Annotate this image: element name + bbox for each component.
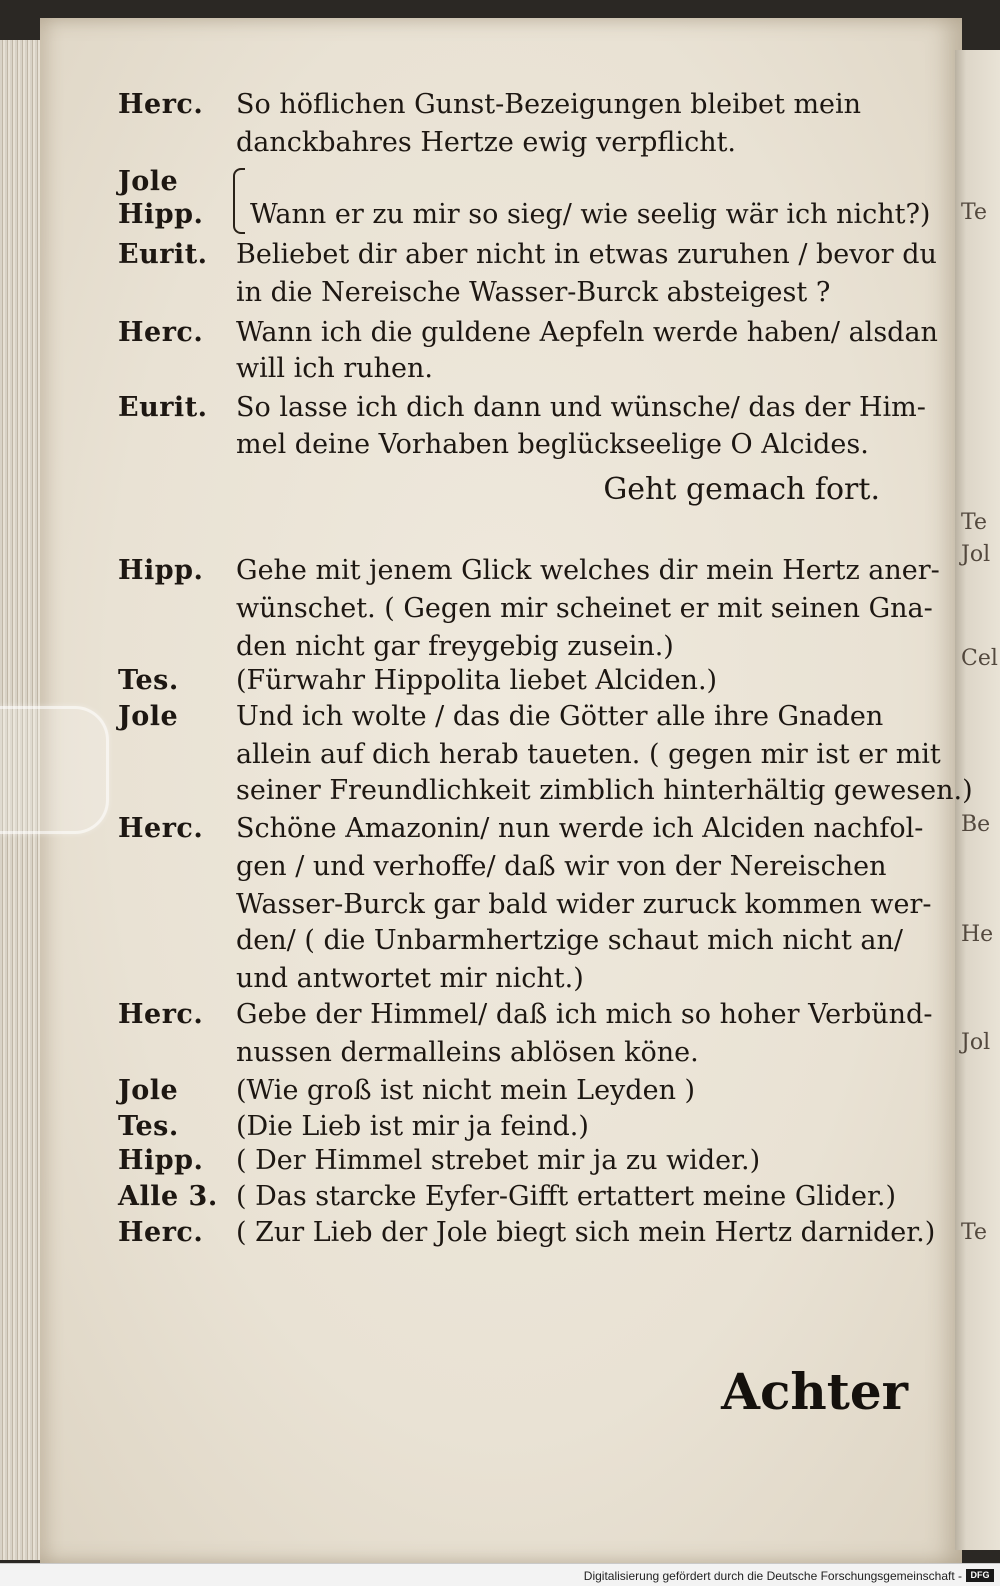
speaker-name: Herc.: [118, 1217, 204, 1248]
speaker-name: Hipp.: [118, 555, 204, 586]
dialogue-line: [118, 810, 928, 848]
speaker-name: Jole: [118, 701, 179, 732]
dialogue-line: [118, 236, 937, 274]
line-text: Und ich wolte / das die Götter alle ihre Gnaden: [236, 701, 884, 732]
dialogue-line: [118, 196, 931, 234]
dialogue-line: [118, 1142, 928, 1180]
line-text: allein auf dich herab taueten. ( gegen mir ist er mit: [236, 739, 941, 770]
speaker-name: Eurit.: [118, 392, 208, 423]
adjacent-fragment: He: [961, 922, 994, 947]
speaker-name: Jole: [118, 1075, 179, 1106]
line-text: den nicht gar freygebig zusein.): [236, 631, 674, 662]
dialogue-line: [118, 274, 928, 312]
dialogue-line: [118, 662, 928, 700]
dialogue-line: [118, 1072, 928, 1110]
dialogue-line: [118, 736, 941, 774]
stage-direction: Geht gemach fort.: [603, 472, 880, 507]
line-text: Wann er zu mir so sieg/ wie seelig wär ich nicht?): [250, 199, 931, 230]
line-text: Gehe mit jenem Glick welches dir mein Hertz aner-: [236, 555, 940, 586]
digitization-credit: Digitalisierung gefördert durch die Deutsche Forschungsgemeinschaft -: [583, 1569, 962, 1583]
adjacent-fragment: Te: [961, 1220, 987, 1245]
dialogue-line: [118, 314, 938, 352]
dialogue-line: [118, 426, 928, 464]
line-text: (Die Lieb ist mir ja feind.): [236, 1111, 589, 1142]
speaker-name: Hipp.: [118, 1145, 204, 1176]
speaker-name: Jole: [118, 166, 179, 197]
adjacent-fragment: Te: [961, 200, 987, 225]
adjacent-fragment: Jol: [961, 1030, 991, 1055]
line-text: will ich ruhen.: [236, 353, 433, 384]
speaker-name: Herc.: [118, 999, 204, 1030]
line-text: danckbahres Hertze ewig verpflicht.: [236, 127, 737, 158]
dialogue-line: [118, 1178, 928, 1216]
dialogue-line: [118, 886, 932, 924]
speaker-name: Herc.: [118, 89, 204, 120]
speaker-name: Tes.: [118, 1111, 179, 1142]
line-text: mel deine Vorhaben beglückseelige O Alcides.: [236, 429, 869, 460]
dialogue-line: [118, 628, 928, 666]
dialogue-line: [118, 86, 928, 124]
speaker-name: Alle 3.: [118, 1181, 218, 1212]
adjacent-fragment: Be: [961, 812, 991, 837]
dialogue-line: [118, 772, 973, 810]
line-text: Wasser-Burck gar bald wider zuruck kommen wer-: [236, 889, 932, 920]
line-text: Beliebet dir aber nicht in etwas zuruhen / bevor du: [236, 239, 937, 270]
line-text: gen / und verhoffe/ daß wir von der Nereischen: [236, 851, 887, 882]
dfg-logo: DFG: [966, 1569, 994, 1582]
line-text: Wann ich die guldene Aepfeln werde haben/ alsdan: [236, 317, 938, 348]
dialogue-line: [118, 1034, 928, 1072]
dialogue-line: [118, 124, 928, 162]
dialogue-line: [118, 1214, 936, 1252]
line-text: So lasse ich dich dann und wünsche/ das der Him-: [236, 392, 926, 423]
dialogue-line: [118, 960, 928, 998]
footer-strip: [0, 1563, 1000, 1586]
line-text: (Fürwahr Hippolita liebet Alciden.): [236, 665, 718, 696]
dialogue-line: [118, 698, 928, 736]
line-text: in die Nereische Wasser-Burck absteigest ?: [236, 277, 831, 308]
line-text: ( Zur Lieb der Jole biegt sich mein Hertz darnider.): [236, 1217, 936, 1248]
adjacent-fragment: Cel: [961, 646, 998, 671]
dialogue-line: [118, 996, 933, 1034]
line-text: den/ ( die Unbarmhertzige schaut mich nicht an/: [236, 925, 903, 956]
speaker-name: Hipp.: [118, 199, 204, 230]
dialogue-line: [118, 590, 933, 628]
dialogue-line: [118, 350, 928, 388]
dialogue-line: [118, 848, 928, 886]
speaker-name: Tes.: [118, 665, 179, 696]
speaker-name: Herc.: [118, 317, 204, 348]
line-text: Gebe der Himmel/ daß ich mich so hoher Verbünd-: [236, 999, 933, 1030]
dialogue-line: [118, 552, 940, 590]
plastic-clip: [0, 706, 109, 834]
adjacent-fragment: Jol: [961, 542, 991, 567]
line-text: und antwortet mir nicht.): [236, 963, 584, 994]
line-text: ( Das starcke Eyfer-Gifft ertattert meine Glider.): [236, 1181, 897, 1212]
dialogue-line: [118, 1108, 928, 1146]
catchword: Achter: [721, 1362, 908, 1421]
speaker-name: Herc.: [118, 813, 204, 844]
line-text: So höflichen Gunst-Bezeigungen bleibet mein: [236, 89, 862, 120]
adjacent-fragment: Te: [961, 510, 987, 535]
line-text: wünschet. ( Gegen mir scheinet er mit seinen Gna-: [236, 593, 933, 624]
line-text: Schöne Amazonin/ nun werde ich Alciden nachfol-: [236, 813, 924, 844]
dialogue-line: [118, 922, 928, 960]
line-text: ( Der Himmel strebet mir ja zu wider.): [236, 1145, 761, 1176]
speaker-name: Eurit.: [118, 239, 208, 270]
line-text: nussen dermalleins ablösen köne.: [236, 1037, 699, 1068]
line-text: seiner Freundlichkeit zimblich hinterhältig gewesen.): [236, 775, 973, 806]
dialogue-line: [118, 389, 928, 427]
line-text: (Wie groß ist nicht mein Leyden ): [236, 1075, 696, 1106]
